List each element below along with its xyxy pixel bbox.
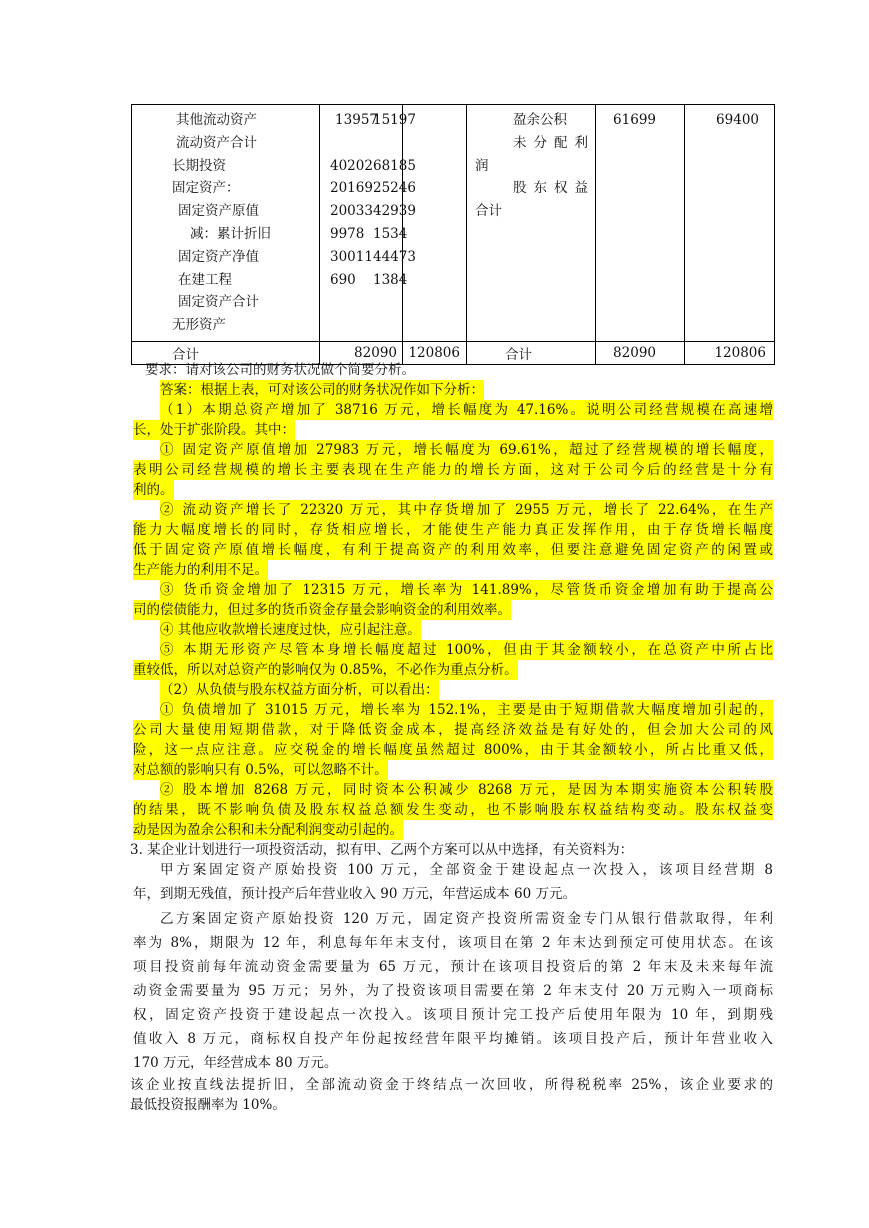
answer-line: 生产能力的利用不足。: [133, 562, 268, 578]
question-line: 值收入 8 万元，商标权自投产年份起按经营年限平均摊销。该项目投产后，预计年营业收入: [133, 1031, 773, 1047]
cell-value: 20169: [330, 180, 373, 197]
table-row: [132, 105, 775, 342]
cell-value: 9978: [330, 225, 365, 242]
cell-value: 69400: [716, 112, 759, 128]
question-line: 该企业按直线法提折旧，全部流动资金于终结点一次回收，所得税税率 25%，该企业要求的: [130, 1077, 773, 1093]
answer-line: ② 流动资产增长了 22320 万元，其中存货增加了 2955 万元，增长了 22.64%，在生产: [160, 502, 773, 518]
cell-value: 40202: [330, 157, 373, 174]
question-line: 权，固定资产投资于建设起点一次投入。该项目预计完工投产后使用年限为 10 年，到期残: [133, 1007, 773, 1023]
question-line: 乙方案固定资产原始投资 120 万元，固定资产投资所需资金专门从银行借款取得，年利: [160, 911, 773, 927]
cell-value: 25246: [373, 180, 416, 197]
answer-line: （1）本期总资产增加了 38716 万元，增长幅度为 47.16%。说明公司经营规模在高速增: [160, 402, 773, 418]
cell-value: 1384: [373, 271, 408, 288]
question-line: 项目投资前每年流动资金需要量为 65 万元，预计在该项目投资后的第 2 年末及未来每年流: [133, 959, 773, 975]
total-value: 120806: [685, 341, 775, 364]
answer-line: （2）从负债与股东权益方面分析，可以看出：: [160, 682, 439, 698]
answer-line: ① 负债增加了 31015 万元，增长率为 152.1%，主要是由于短期借款大幅度增加引起的，: [160, 702, 773, 718]
right-value-column-2: [685, 105, 774, 136]
item-label: 固定资产净值: [178, 248, 259, 265]
item-label: 盈余公积: [513, 112, 567, 128]
cell-value: 61699: [613, 112, 656, 128]
question-line: 率为 8%，期限为 12 年，利息每年年末支付，该项目在第 2 年末达到预定可使用状态。在该: [133, 935, 773, 951]
item-label: 无形资产: [172, 317, 226, 334]
answer-line: 动是因为盈余公积和未分配利润变动引起的。: [133, 822, 403, 838]
cell-value: 68185: [373, 157, 416, 174]
question-line: 170 万元，年经营成本 80 万元。: [133, 1055, 338, 1071]
item-label: 固定资产原值: [178, 203, 259, 220]
answer-line: 长，处于扩张阶段。其中：: [133, 422, 295, 438]
item-label: 未分配利: [513, 134, 595, 151]
cell-value: [330, 291, 402, 314]
left-item-column: [132, 105, 319, 341]
item-label: 股东权益: [513, 180, 595, 197]
question-line: 最低投资报酬率为 10%。: [130, 1097, 286, 1113]
total-label: 合计: [467, 341, 596, 364]
answer-line: 答案：根据上表，可对该公司的财务状况作如下分析：: [160, 382, 484, 398]
cell-value: [330, 314, 402, 337]
item-label: 合计: [475, 203, 502, 220]
answer-line: 利的。: [133, 482, 174, 498]
cell-value: 13957: [335, 112, 378, 128]
answer-line: ④ 其他应收款增长速度过快，应引起注意。: [160, 622, 421, 638]
answer-line: 能力大幅度增长的同时，存货相应增长，才能使生产能力真正发挥作用，由于存货增长幅度: [133, 522, 773, 538]
total-value: 82090: [320, 341, 403, 364]
cell-value: 30011: [330, 248, 373, 265]
cell-value: 690: [330, 271, 356, 288]
cell-value: 15197: [373, 112, 416, 128]
cell-value: [403, 291, 466, 314]
cell-value: [403, 314, 466, 337]
question-line: 动资金需要量为 95 万元；另外，为了投资该项目需要在第 2 年末支付 20 万元购入一项商标: [133, 983, 773, 999]
item-label: 其他流动资产: [176, 112, 257, 128]
answer-line: 表明公司经营规模的增长主要表现在生产能力的增长方面，这对于公司今后的经营是十分有: [133, 462, 773, 478]
answer-line: 对总额的影响只有 0.5%，可以忽略不计。: [133, 762, 388, 778]
item-label: 在建工程: [178, 271, 232, 288]
cell-value: [403, 132, 466, 155]
answer-line: ⑤ 本期无形资产尽管本身增长幅度超过 100%，但由于其金额较小，在总资产中所占比: [160, 642, 773, 658]
cell-value: 42939: [373, 203, 416, 220]
cell-value: 20033: [330, 203, 373, 220]
item-label: 流动资产合计: [176, 134, 257, 151]
answer-line: ③ 货币资金增加了 12315 万元，增长率为 141.89%，尽管货币资金增加有助于提高公: [160, 582, 773, 598]
item-label: 长期投资: [172, 157, 226, 174]
cell-value: [330, 132, 402, 155]
total-value: 120806: [403, 341, 467, 364]
answer-line: 重较低，所以对总资产的影响仅为 0.85%，不必作为重点分析。: [133, 662, 518, 678]
answer-line: 的结果，既不影响负债及股东权益总额发生变动，也不影响股东权益结构变动。股东权益变: [133, 802, 773, 818]
answer-line: ① 固定资产原值增加 27983 万元，增长幅度为 69.61%，超过了经营规模的增长幅度，: [160, 442, 773, 458]
right-value-column-1: [596, 105, 684, 136]
total-value: 82090: [596, 341, 685, 364]
item-label: 固定资产：: [172, 180, 240, 197]
total-label: 合计: [132, 341, 320, 364]
answer-line: 低于固定资产原值增长幅度，有利于提高资产的利用效率，但要注意避免固定资产的闲置或: [133, 542, 773, 558]
left-value-column-2: [373, 105, 466, 341]
item-label: 固定资产合计: [178, 294, 259, 311]
answer-line: 险，这一点应注意。应交税金的增长幅度虽然超过 800%，由于其金额较小，所占比重又低，: [133, 742, 773, 758]
answer-line: 司的偿债能力，但过多的货币资金存量会影响资金的利用效率。: [133, 602, 511, 618]
right-item-column: [467, 105, 595, 227]
balance-sheet-table: [131, 104, 775, 365]
cell-value: 1534: [373, 225, 408, 242]
item-label: 润: [475, 157, 489, 174]
cell-value: 44473: [373, 248, 416, 265]
question-line: 甲方案固定资产原始投资 100 万元，全部资金于建设起点一次投入，该项目经营期 8: [160, 862, 773, 878]
question-line: 年，到期无残值，预计投产后年营业收入 90 万元，年营运成本 60 万元。: [133, 886, 577, 902]
question-heading: 3. 某企业计划进行一项投资活动，拟有甲、乙两个方案可以从中选择，有关资料为：: [130, 842, 634, 858]
item-label: 减：累计折旧: [190, 225, 271, 242]
answer-line: 公司大量使用短期借款，对于降低资金成本，提高经济效益是有好处的，但会加大公司的风: [133, 722, 773, 738]
requirement-text: 要求：请对该公司的财务状况做个简要分析。: [145, 362, 415, 378]
answer-line: ② 股本增加 8268 万元，同时资本公积减少 8268 万元，是因为本期实施资本公积转股: [160, 782, 773, 798]
